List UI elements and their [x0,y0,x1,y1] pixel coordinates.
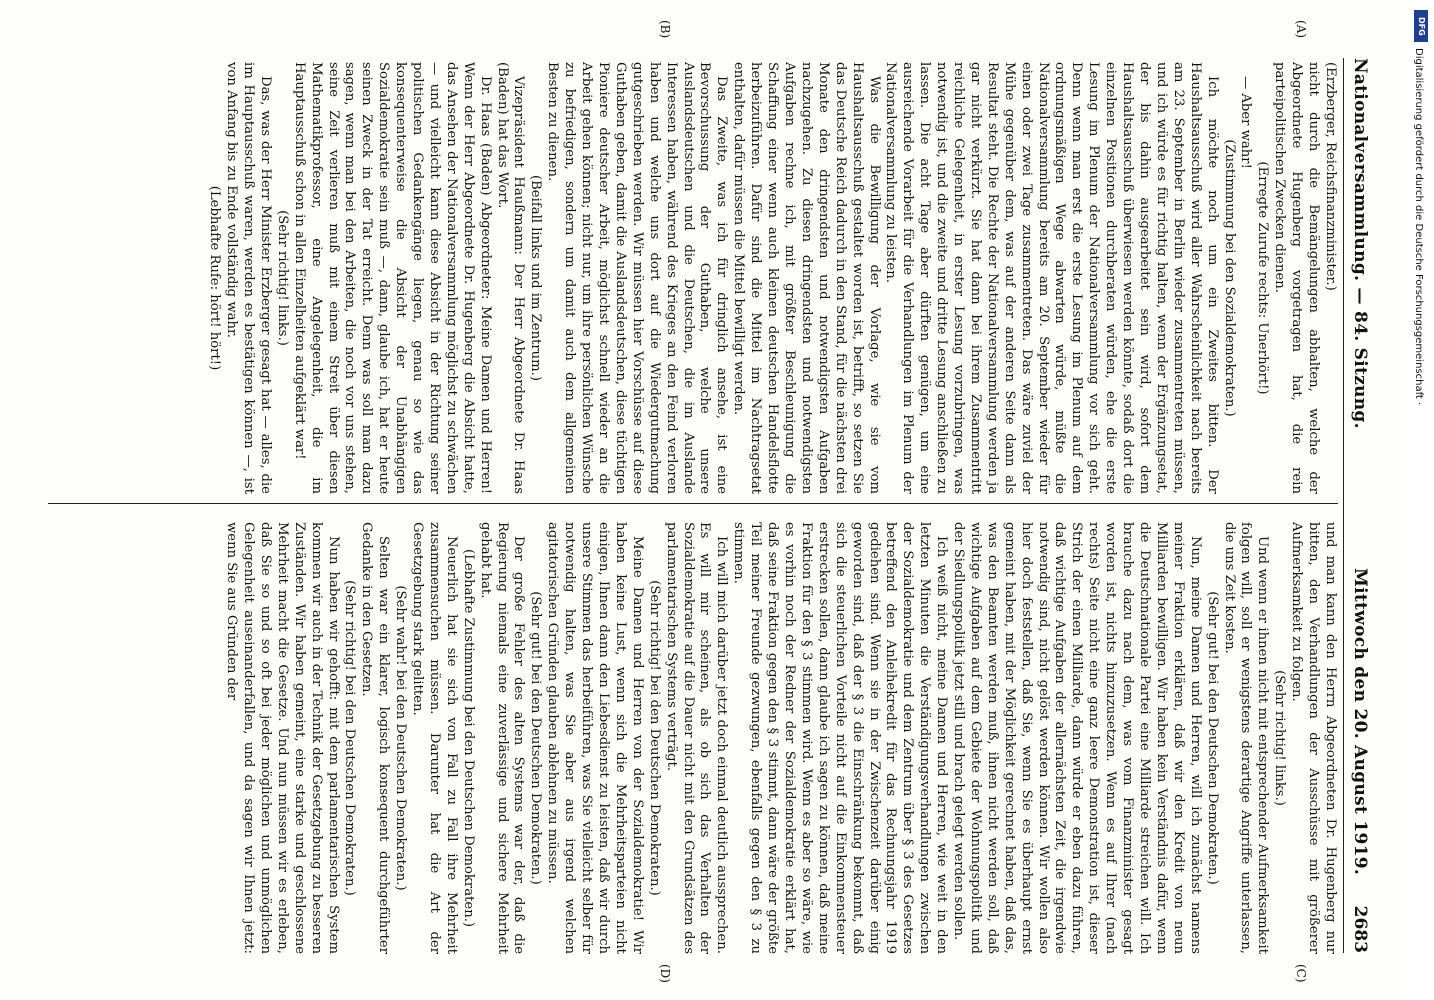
paragraph: — Aber wahr! [1238,76,1254,169]
interjection: (Sehr wahr! bei den Deutschen Demokraten.) [393,585,409,891]
interjection: (Sehr richtig! bei den Deutschen Demokraten.) [646,580,662,896]
paragraph: (Erzberger, Reichsfinanzminister.) [1323,62,1338,291]
paragraph: Nun, meine Damen und Herren, will ich zunächst namens meiner Fraktion erklären, daß wir den Kredit von neun Milliarden bewilligen. Wir haben kein Verständnis dafür, wenn die Deutschnationale Partei eine Milliarde streichen will. Ich brauche dazu nach dem, was vom Finanzminister gesagt worden ist, nichts hinzuzusetzen. Wenn es auf Ihrer (nach rechts) Seite nicht eine ganz leere Demonstration ist, dieser Strich der einen Milliarde, dann würde er eben dazu führen, daß wichtige Aufgaben der allernächsten Zeit, die irgendwie notwendig sind, nicht gelöst werden können. Wir wollen also hier doch feststellen, daß Sie, wenn Sie es überhaupt ernst gemeint haben, mit der Möglichkeit gerechnet haben, daß das, was den Beamten werden muß, ihnen nicht werden soll, daß wichtige Aufgaben auf dem Gebiete der Wohnungspolitik und der Siedlungspolitik jetzt still und brach gelegt werden sollen. [951,522,1203,954]
paragraph: Das Zweite, was ich für dringlich ansehe, ist eine Bevorschussung der Guthaben, welche unsere Auslandsdeutschen und die Deutschen, die im Auslande Interessen haben, während des Krieges an den Feind verloren haben und welche uns dort auf die Wiedergutmachung gutgeschrieben werden. Wir müssen hier Vorschüsse auf diese Guthaben geben, damit die Auslandsdeutschen, diese tüchtigen Pioniere deutscher Arbeit, möglichst schnell wieder an die Arbeit gehen können; nicht nur, um ihre persönlichen Wünsche zu befriedigen, sondern um damit auch dem allgemeinen Besten zu dienen. [545,62,730,494]
speaker-paragraph: Dr. Haas (Baden) Abgeordneter: Meine Damen und Herren! Wenn der Herr Abgeordnete Dr. Hugenberg die Absicht hatte, das Ansehen der Nationalversammlung möglichst zu schwächen — und vielleicht kann diese Absicht in der Richtung seiner politischen Gedankengänge liegen, genau so wie das konsequenterweise die Absicht der Unabhängigen Sozialdemokratie sein muß —, dann, glaube ich, hat er heute seinen Zweck in der Tat erreicht. Denn was soll man dazu sagen, wenn man bei den Arbeiten, die noch vor uns stehen, seine Zeit verlieren muß mit einem Streit über diesen Mathematikprofessor, eine Angelegenheit, die im Hauptausschuß schon in allen Einzelheiten aufgeklärt war! [291,62,493,494]
header-left: Nationalversammlung. — 84. Sitzung. [1350,58,1370,429]
paragraph: Ich weiß nicht, meine Damen und Herren, wie weit in den letzten Minuten die Verständigungsverhandlungen zwischen der Sozialdemokratie und dem Zentrum über § 3 des Gesetzes betreffend den Anleihekredit für das Rechnungsjahr 1919 gediehen sind. Wenn sie in der Zwischenzeit darüber einig geworden sind, daß der § 3 die Einschränkung bekommt, daß sich die steuerlichen Vorteile nicht auf die Einkommensteuer erstrecken sollen, dann glaube ich sagen zu können, daß meine Fraktion für den § 3 stimmen wird. Wenn es aber so wäre, wie es vorhin noch der Redner der Sozialdemokratie erklärt hat, daß seine Fraktion gegen den § 3 stimmt, dann wäre der größte Teil meiner Freunde gezwungen, ebenfalls gegen den § 3 zu stimmen. [731,522,950,954]
paragraph: Ich will mich darüber jetzt doch einmal deutlich aussprechen. Es will mir scheinen, als ob sich das Verhalten der Sozialdemokratie auf die Dauer nicht mit den Grundsätzen des parlamentarischen Systems verträgt. [663,522,730,954]
paragraph: Das, was der Herr Minister Erzberger gesagt hat — alles, die im Hauptausschuß waren, werden es bestätigen können —, ist von Anfang bis zu Ende vollständig wahr. [224,62,273,494]
paragraph: Und wenn er ihnen nicht mit entsprechender Aufmerksamkeit folgen will, soll er wenigstens derartige Angriffe unterlassen, die uns Zeit kosten. [1221,522,1271,954]
header-date: Mittwoch den 20. August 1919. [1350,568,1370,876]
interjection: (Sehr richtig! links.) [1272,670,1288,806]
interjection: (Lebhafte Rufe: hört! hört!) [207,185,223,371]
speaker-paragraph: Vizepräsident Haußmann: Der Herr Abgeordnete Dr. Haas (Baden) hat das Wort. [494,62,527,494]
interjection: (Sehr gut! bei den Deutschen Demokraten.) [528,591,544,885]
interjection: (Zustimmung bei den Sozialdemokraten.) [1221,139,1237,417]
interjection: (Sehr richtig! links.) [274,210,290,346]
dfg-caption: Digitalisierung gefördert durch die Deutsche Forschungsgemeinschaft · [1413,48,1424,406]
text-column-right [48,522,1338,954]
paragraph: Ich möchte noch um ein Zweites bitten. Der Haushaltsausschuß wird aller Wahrscheinlichkeit nach bereits am 23. September in Berlin wieder zusammentreten müssen, und ich würde es für richtig halten, wenn der Ergänzungsetat, der bis dahin ausgearbeitet sein wird, sofort dem Haushaltsausschuß überwiesen werden könnte, sodaß dort die einzelnen Positionen durchberaten würden, ehe die erste Lesung im Plenum der Nationalversammlung vor sich geht. Denn wenn man erst die erste Lesung im Plenum auf dem ordnungsmäßigen Wege abwarten würde, müßte die Nationalversammlung bereits am 20. September wieder für einen oder zwei Tage zusammentreten. Das wäre zuviel der Mühe gegenüber dem, was auf der anderen Seite dann als Resultat steht. Die Rechte der Nationalversammlung werden ja gar nicht verkürzt. Sie hat dann bei ihrem Zusammentritt reichliche Gelegenheit, in erster Lesung vorzubringen, was notwendig ist, und die zweite und dritte Lesung anschließen zu lassen. Die acht Tage aber dürften genügen, um eine ausreichende Vorarbeit für die Verhandlungen im Plenum der Nationalversammlung zu leisten. [883,62,1220,494]
paragraph: Nun haben wir gehofft: mit dem parlamentarischen System kommen wir auch in der Technik der Gesetzgebung zu besseren Zuständen. Wir haben gemeint, eine starke und geschlossene Mehrheit macht die Gesetze. Und nun müssen wir es erleben, daß Sie so und so oft bei jeder möglichen und unmöglichen Gelegenheit auseinanderfallen, und da sagen wir Ihnen jetzt: wenn Sie aus Gründen der [224,522,341,954]
interjection: (Sehr richtig! bei den Deutschen Demokraten.) [342,580,358,896]
page-number: 2683 [1350,905,1370,953]
paragraph: Selten war ein klarer, logisch konsequent durchgeführter Gedanke in den Gesetzen. [359,522,392,954]
interjection: (Sehr gut! bei den Deutschen Demokraten.) [1204,591,1220,885]
digitization-credit [1410,10,1432,610]
page-header [1343,58,1372,953]
column-divider [48,503,1338,504]
interjection: (Beifall links und im Zentrum.) [528,174,544,382]
margin-marker-d: (D) [658,964,672,983]
text-column-left [48,62,1338,494]
paragraph: Meine Damen und Herren von der Sozialdemokratie! Wir haben keine Lust, wenn sich die Mehrheitsparteien nicht einigen, Ihnen dann den Liebesdienst zu leisten, daß wir durch unsere Stimmen das herbeiführen, was Sie vielleicht selber für notwendig halten, was Sie aber aus irgend welchen agitatorischen Gründen glauben ablehnen zu müssen. [545,522,645,954]
margin-marker-b: (B) [658,20,672,39]
paragraph: nicht durch die Bemängelungen abhalten, welche der Abgeordnete Hugenberg vorgetragen hat, die rein parteipolitischen Zwecken dienen. [1272,62,1322,494]
paragraph: Neuerlich hat sie sich von Fall zu Fall ihre Mehrheit zusammensuchen müssen. Darunter hat die Art der Gesetzgebung stark gelitten. [410,522,459,954]
dfg-logo: DFG [1414,10,1428,42]
margin-marker-a: (A) [1294,20,1308,39]
margin-marker-c: (C) [1294,964,1308,983]
paragraph: und man kann den Herrn Abgeordneten Dr. Hugenberg nur bitten, den Verhandlungen der Ausschüsse mit größerer Aufmerksamkeit zu folgen. [1289,522,1338,954]
paragraph: Was die Bewilligung der Vorlage, wie sie vom Haushaltsausschuß gestaltet worden ist, betrifft, so setzen Sie das Deutsche Reich dadurch in den Stand, für die nächsten drei Monate den dringendsten und notwendigsten Aufgaben nachzugehen. Zu diesen dringendsten und notwendigsten Aufgaben rechne ich, mit größter Beschleunigung die Schaffung einer wenn auch kleinen deutschen Handelsflotte herbeizuführen. Dafür sind die Mittel im Nachtragsetat enthalten, dafür müssen die Mittel bewilligt werden. [731,62,882,494]
paragraph: Der große Fehler des alten Systems war der, daß die Regierung niemals eine zuverlässige und sichere Mehrheit gehabt hat. [477,522,527,954]
interjection: (Erregte Zurufe rechts: Unerhört!) [1255,161,1271,395]
interjection: (Lebhafte Zustimmung bei den Deutschen Demokraten.) [460,548,476,928]
